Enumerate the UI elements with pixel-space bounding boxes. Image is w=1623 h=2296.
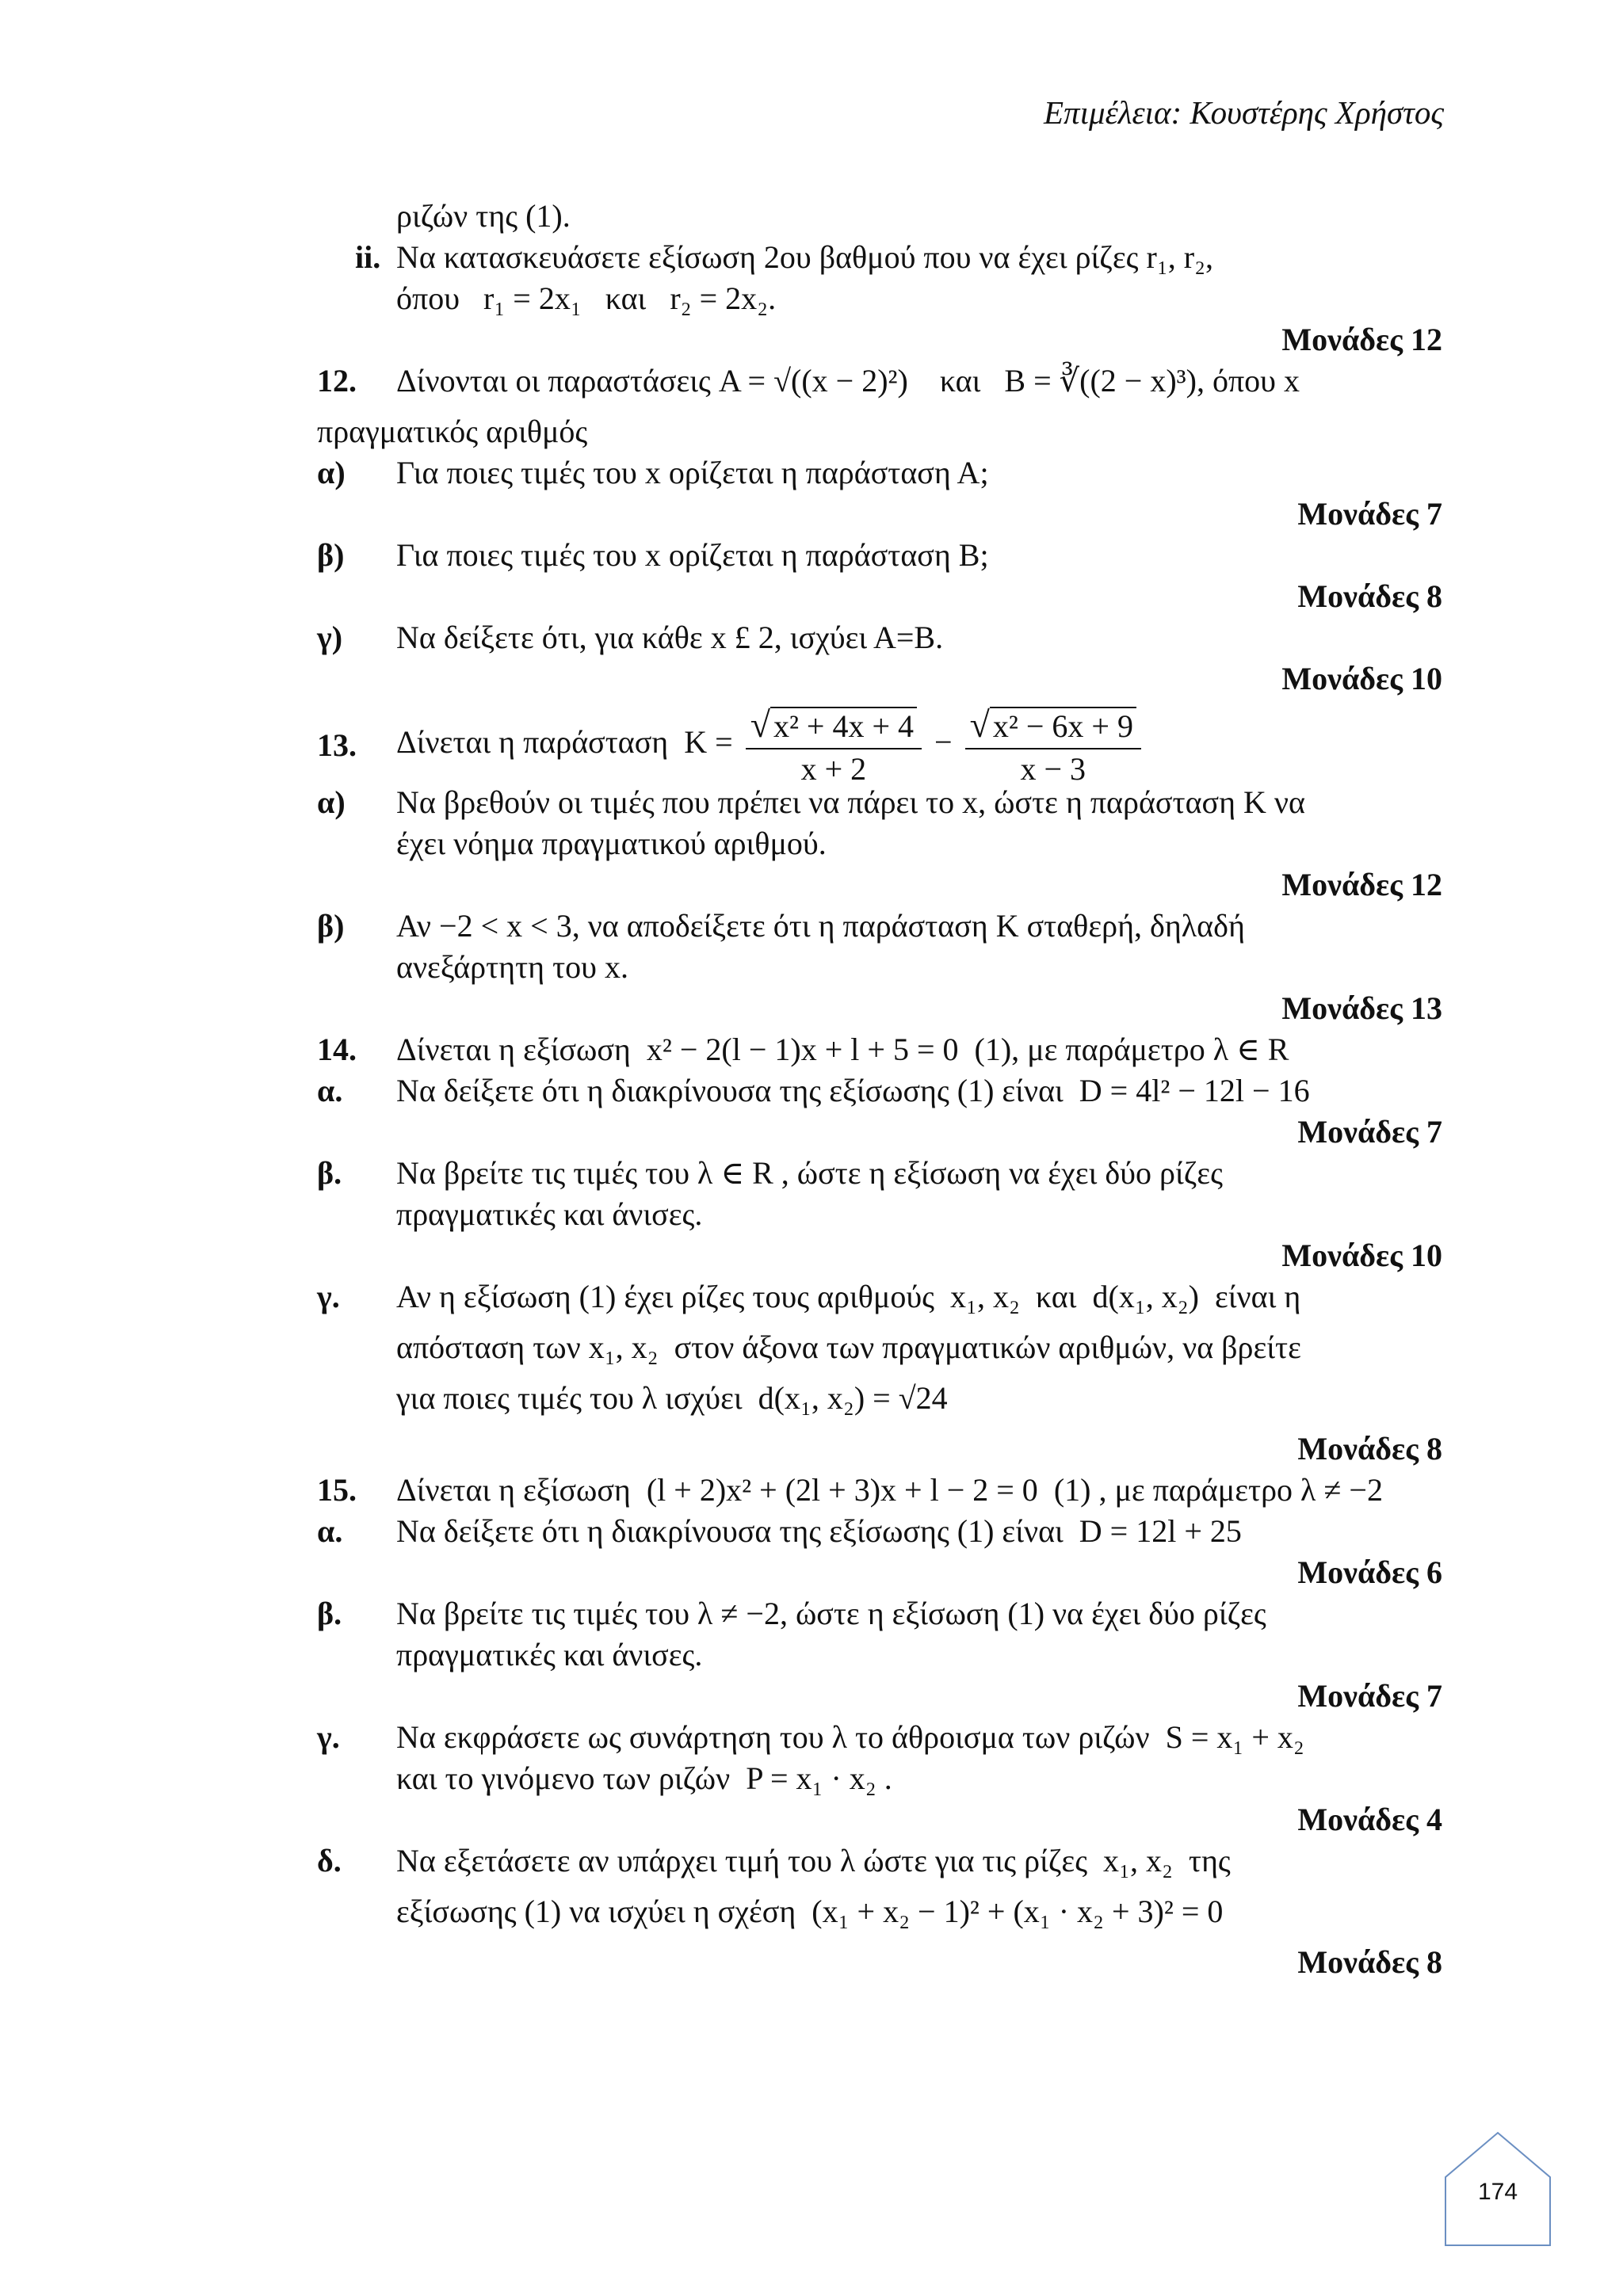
math-expression: x £ 2 — [710, 620, 774, 655]
score-line — [317, 1800, 1442, 1841]
score-line — [317, 1943, 1442, 1984]
exercise-13-intro: 13. Δίνεται η παράσταση K = $\frac{\text{√ x² + 4x + 4}}{x + 2}$ − $\frac{\text{√ x² − 6x + 9}}{x - 3}$ — [317, 700, 1442, 783]
exercise-14-b: β. Να βρείτε τις τιμές του λ ∈ R , ώστε η εξίσωση να έχει δύο ρίζες — [317, 1155, 1223, 1191]
math-expression: d(x₁, x₂) = √24 — [758, 1380, 948, 1416]
exercise-15-g: γ. Να εκφράσετε ως συνάρτηση του λ το άθροισμα των ριζών S = x₁ + x₂ — [317, 1719, 1304, 1755]
score-line — [317, 989, 1442, 1030]
math-expression: (l + 2)x² + (2l + 3)x + l − 2 = 0 — [646, 1472, 1038, 1508]
math-expression: (x₁ + x₂ − 1)² + (x₁ · x₂ + 3)² = 0 — [812, 1894, 1224, 1929]
exercise-13-b: β) Αν −2 < x < 3, να αποδείξετε ότι η παράσταση Κ σταθερή, δηλαδή — [317, 908, 1245, 944]
exercise-14-g: γ. Αν η εξίσωση (1) έχει ρίζες τους αριθμούς x₁, x₂ και d(x₁, x₂) είναι η — [317, 1279, 1301, 1314]
fraction: $\frac{\text{√ x² − 6x + 9}}{x - 3}$ — [965, 702, 1141, 789]
exercise-13-a-cont: έχει νόημα πραγματικού αριθμού. — [396, 826, 827, 861]
exercise-12-g: γ) Να δείξετε ότι, για κάθε x £ 2, ισχύει Α=Β. — [317, 620, 944, 655]
exercise-12-intro-cont: πραγματικός αριθμός — [317, 414, 588, 449]
score-line — [317, 1429, 1442, 1470]
exercise-14-a: α. Να δείξετε ότι η διακρίνουσα της εξίσωσης (1) είναι D = 4l² − 12l − 16 — [317, 1073, 1310, 1108]
exercise-14-g-cont2: για ποιες τιμές του λ ισχύει d(x₁, x₂) = √24 — [396, 1380, 948, 1416]
score-line — [317, 1553, 1442, 1594]
exercise-number: 15. — [317, 1472, 357, 1508]
exercise-15-g-cont: και το γινόμενο των ριζών P = x₁ · x₂ . — [396, 1760, 892, 1796]
score-label: Μονάδες 10 — [1281, 1238, 1442, 1273]
exercise-15-d-cont: εξίσωσης (1) να ισχύει η σχέση (x₁ + x₂ − 1)² + (x₁ · x₂ + 3)² = 0 — [396, 1894, 1224, 1929]
exercise-14-b-cont: πραγματικές και άνισες. — [396, 1196, 703, 1232]
score-label: Μονάδες 7 — [1297, 496, 1442, 532]
math-expression: D = 4l² − 12l − 16 — [1079, 1073, 1310, 1108]
math-expression: S = x₁ + x₂ — [1165, 1719, 1304, 1755]
exercise-15-b-cont: πραγματικές και άνισες. — [396, 1637, 703, 1672]
score-label: Μονάδες 13 — [1281, 990, 1442, 1026]
page-number: 174 — [1477, 2179, 1518, 2205]
score-line — [317, 494, 1442, 536]
score-label: Μονάδες 7 — [1297, 1678, 1442, 1714]
item-ii-condition: όπου r₁ = 2x₁ και r₂ = 2x₂. — [396, 280, 777, 316]
score-label: Μονάδες 6 — [1297, 1554, 1442, 1590]
score-line — [317, 659, 1442, 700]
item-ii: ii. Να κατασκευάσετε εξίσωση 2ου βαθμού που να έχει ρίζες r₁, r₂, — [355, 239, 1214, 275]
exercise-15-intro: 15. Δίνεται η εξίσωση (l + 2)x² + (2l + 3)x + l − 2 = 0 (1) , με παράμετρο λ ≠ −2 — [317, 1470, 1442, 1512]
document-body — [317, 196, 1442, 1984]
exercise-number: 12. — [317, 363, 357, 399]
exercise-15-d: δ. Να εξετάσετε αν υπάρχει τιμή του λ ώστε για τις ρίζες x₁, x₂ της — [317, 1843, 1231, 1878]
exercise-12-a: α) Για ποιες τιμές του x ορίζεται η παράσταση Α; — [317, 455, 989, 490]
fraction: $\frac{\text{√ x² + 4x + 4}}{x + 2}$ — [746, 702, 922, 789]
math-expression: P = x₁ · x₂ . — [746, 1760, 892, 1796]
score-line — [317, 320, 1442, 361]
score-line — [317, 1236, 1442, 1277]
exercise-13-b-cont: ανεξάρτητη του x. — [396, 949, 628, 985]
math-expression: B = ∛((2 − x)³) — [1004, 363, 1197, 399]
math-expression: x² − 2(l − 1)x + l + 5 = 0 — [646, 1032, 959, 1067]
score-label: Μονάδες 12 — [1281, 867, 1442, 902]
score-line — [317, 1676, 1442, 1718]
exercise-number: 14. — [317, 1032, 357, 1067]
exercise-15-a: α. Να δείξετε ότι η διακρίνουσα της εξίσωσης (1) είναι D = 12l + 25 — [317, 1513, 1242, 1549]
math-expression: −2 < x < 3 — [439, 908, 572, 944]
score-label: Μονάδες 8 — [1297, 578, 1442, 614]
line-continuation: ριζών της (1). — [396, 198, 571, 234]
score-label: Μονάδες 4 — [1297, 1802, 1442, 1837]
math-expression: A = √((x − 2)²) — [718, 363, 908, 399]
exercise-14-g-cont: απόσταση των x₁, x₂ στον άξονα των πραγματικών αριθμών, να βρείτε — [396, 1329, 1301, 1365]
exercise-14-intro: 14. Δίνεται η εξίσωση x² − 2(l − 1)x + l + 5 = 0 (1), με παράμετρο λ ∈ R — [317, 1030, 1442, 1071]
score-label: Μονάδες 7 — [1297, 1114, 1442, 1150]
math-expression: D = 12l + 25 — [1079, 1513, 1242, 1549]
exercise-number: 13. — [317, 727, 357, 763]
score-label: Μονάδες 10 — [1281, 661, 1442, 696]
exercise-12-intro: 12. Δίνονται οι παραστάσεις A = √((x − 2)²) και B = ∛((2 − x)³), όπου x — [317, 361, 1442, 412]
score-line — [317, 1112, 1442, 1154]
page-header-author: Επιμέλεια: Κουστέρης Χρήστος — [1044, 94, 1444, 131]
score-line — [317, 865, 1442, 906]
page-number-badge — [1442, 2130, 1553, 2248]
score-label: Μονάδες 12 — [1281, 322, 1442, 357]
exercise-12-b: β) Για ποιες τιμές του x ορίζεται η παράσταση Β; — [317, 537, 989, 573]
score-line — [317, 577, 1442, 618]
score-label: Μονάδες 8 — [1297, 1431, 1442, 1466]
exercise-15-b: β. Να βρείτε τις τιμές του λ ≠ −2, ώστε η εξίσωση (1) να έχει δύο ρίζες — [317, 1596, 1266, 1631]
score-label: Μονάδες 8 — [1297, 1944, 1442, 1980]
exercise-13-a: α) Να βρεθούν οι τιμές που πρέπει να πάρει το x, ώστε η παράσταση Κ να — [317, 784, 1305, 820]
